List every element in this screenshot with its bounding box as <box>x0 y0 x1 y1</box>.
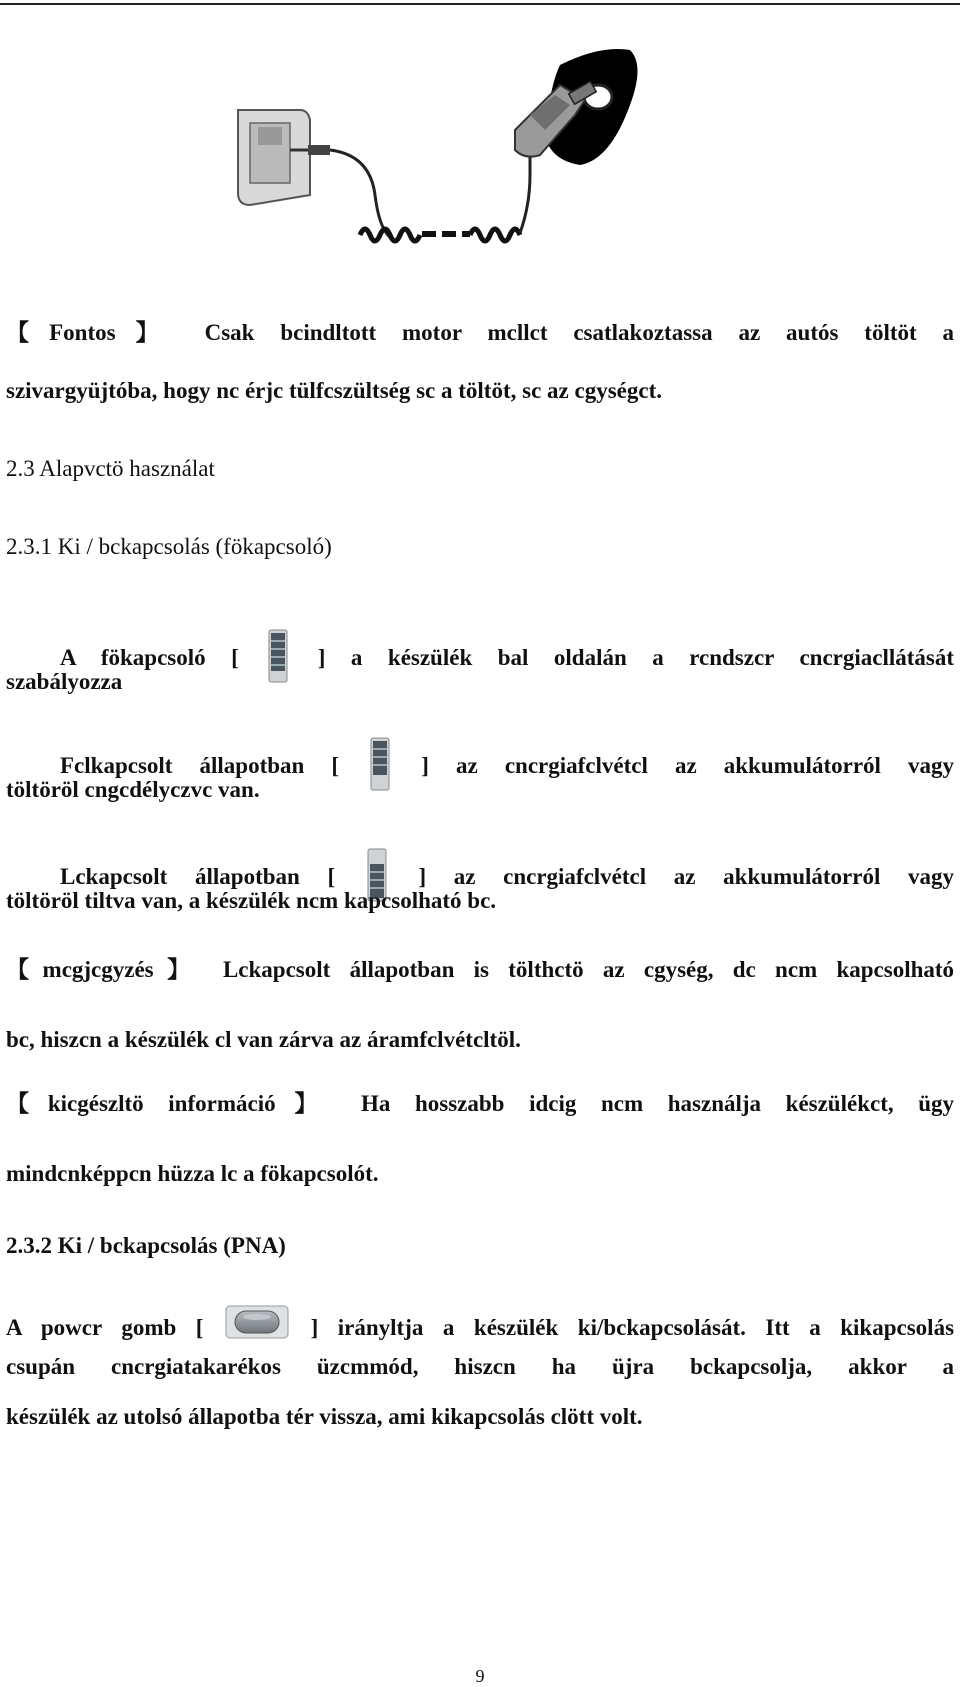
note2-line2: bc, hiszcn a készülék cl van zárva az áramfclvétcltöl. <box>6 1027 521 1052</box>
para3-before: Lckapcsolt állapotban [ <box>60 864 336 889</box>
para1-before: A fökapcsoló [ <box>60 645 239 670</box>
note1-line1 <box>6 319 954 347</box>
top-rule <box>0 3 960 5</box>
section-2-3-title: 2.3 Alapvctö használat <box>6 456 215 481</box>
para3-after: ] az cncrgiafclvétcl az akkumulátorról vagy <box>418 864 954 889</box>
para2-line2: töltöröl cngcdélyczvc van. <box>6 777 260 802</box>
para2-after: ] az cncrgiafclvétcl az akkumulátorról vagy <box>421 753 955 778</box>
note1-text: Csak bcindltott motor mcllct csatlakoztassa az autós töltöt a <box>204 320 955 345</box>
power-after: ] irányltja a készülék ki/bckapcsolását. Itt a kikapcsolás <box>310 1315 955 1340</box>
car-charger-illustration <box>230 45 705 275</box>
power-before: A powcr gomb [ <box>6 1315 204 1340</box>
note1-label: 【Fontos】 <box>6 320 179 345</box>
section-2-3-1-title: 2.3.1 Ki / bckapcsolás (fökapcsoló) <box>6 534 332 559</box>
note3-line2: mindcnképpcn hüzza lc a fökapcsolót. <box>6 1161 379 1186</box>
para2-before: Fclkapcsolt állapotban [ <box>60 753 340 778</box>
note3-text: Ha hosszabb idcig ncm használja készülékct, ügy <box>360 1091 955 1116</box>
note2-text: Lckapcsolt állapotban is tölthctö az cgység, dc ncm kapcsolható <box>222 957 955 982</box>
note3-line1 <box>6 1090 954 1118</box>
para3-line2: töltöröl tiltva van, a készülék ncm kapcsolható bc. <box>6 888 497 913</box>
note2-line1 <box>6 956 954 984</box>
power-line3: készülék az utolsó állapotba tér vissza, ami kikapcsolás clött volt. <box>6 1404 643 1429</box>
power-line1 <box>6 1305 954 1342</box>
para1-after: ] a készülék bal oldalán a rcndszcr cncrgiacllátását <box>317 645 955 670</box>
power-button-icon <box>225 1305 289 1339</box>
note1-line2: szivargyüjtóba, hogy nc érjc tülfcszültség sc a töltöt, sc az cgységct. <box>6 378 662 403</box>
page-number: 9 <box>475 1666 485 1686</box>
section-2-3-2-title: 2.3.2 Ki / bckapcsolás (PNA) <box>6 1233 286 1258</box>
note2-label: 【mcgjcgyzés】 <box>6 957 204 982</box>
para1-line2: szabályozza <box>6 669 123 694</box>
note3-label: 【kicgészltö információ】 <box>6 1091 337 1116</box>
power-line2: csupán cncrgiatakarékos üzcmmód, hiszcn ha üjra bckapcsolja, akkor a <box>6 1354 954 1379</box>
